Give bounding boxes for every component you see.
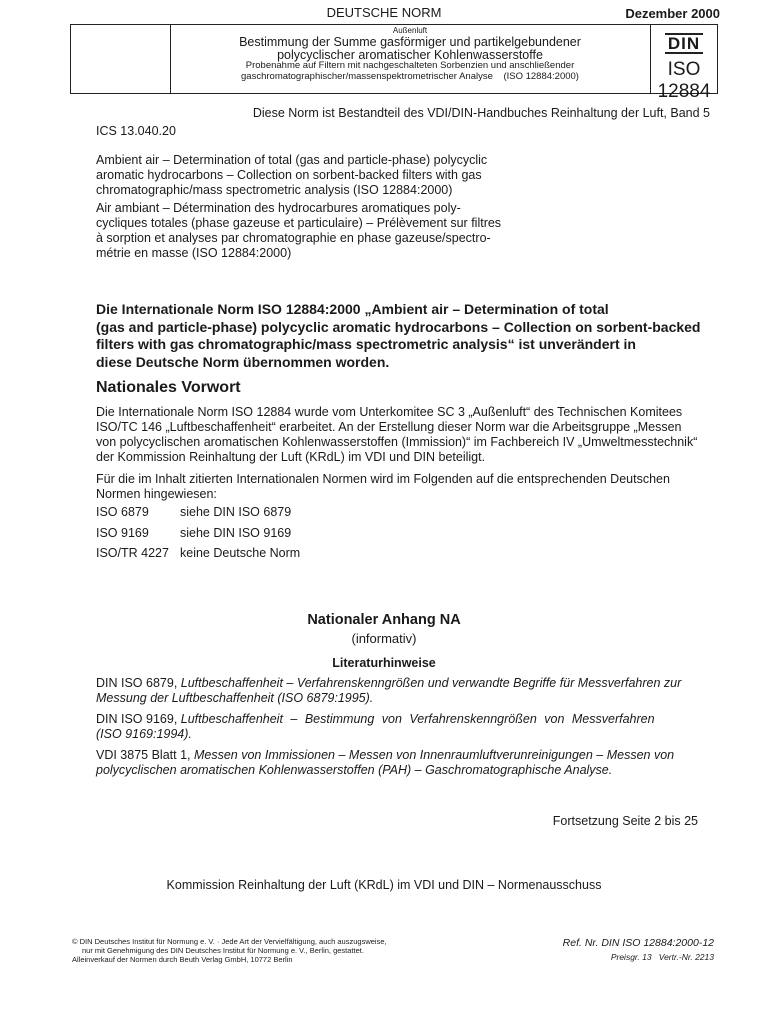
vorwort-p1-line-1: Die Internationale Norm ISO 12884 wurde vom Unterkomitee SC 3 „Außenluft“ des Technischen Komitees: [96, 405, 683, 419]
literature-title: Luftbeschaffenheit – Bestimmung von Verfahrenskenngrößen von Messverfahren: [180, 712, 655, 726]
handbook-note: Diese Norm ist Bestandteil des VDI/DIN-Handbuches Reinhaltung der Luft, Band 5: [252, 106, 710, 120]
title-english-line-3: chromatographic/mass spectrometric analysis (ISO 12884:2000): [96, 183, 453, 197]
ics-code: ICS 13.040.20: [96, 124, 176, 138]
copyright-line-2: nur mit Genehmigung des DIN Deutsches Institut für Normung e. V., Berlin, gestattet.: [82, 946, 364, 955]
title-french-line-3: à sorption et analyses par chromatographie en phase gazeuse/spectro-: [96, 231, 491, 245]
title-french-line-4: métrie en masse (ISO 12884:2000): [96, 246, 292, 260]
reference-din: siehe DIN ISO 6879: [180, 505, 292, 519]
reference-row: [96, 546, 300, 561]
standard-number: ISO 12884: [657, 59, 711, 102]
vorwort-heading: Nationales Vorwort: [96, 379, 241, 396]
reference-iso: ISO 6879: [96, 505, 149, 519]
intro-line-4: diese Deutsche Norm übernommen worden.: [96, 353, 390, 370]
vorwort-p1-line-2: ISO/TC 146 „Luftbeschaffenheit“ erarbeitet. An der Erstellung dieser Norm war die Arbeitsgruppe „Messen: [96, 420, 682, 434]
literature-ref-number: VDI 3875 Blatt 1,: [96, 748, 194, 762]
copyright-line-3: Alleinverkauf der Normen durch Beuth Verlag GmbH, 10772 Berlin: [72, 955, 293, 964]
literature-title: Messen von Immissionen – Messen von Innenraumluftverunreinigungen – Messen von: [193, 748, 675, 762]
title-box: [70, 24, 718, 102]
literature-entry: [96, 748, 706, 778]
intro-statement: [96, 301, 706, 371]
copyright-notice: [72, 937, 387, 964]
copyright-line-1: © DIN Deutsches Institut für Normung e. V. · Jede Art der Vervielfältigung, auch auszugsweise,: [72, 937, 387, 946]
subtitle-line-2: gaschromatographischer/massenspektrometrischer Analyse (ISO 12884:2000): [241, 70, 579, 82]
literature-heading: Literaturhinweise: [332, 656, 436, 670]
vorwort-p2-line-2: Normen hingewiesen:: [96, 487, 217, 501]
vorwort-p2-line-1: Für die im Inhalt zitierten Internationalen Normen wird im Folgenden auf die entsprechenden Deutschen: [96, 472, 670, 486]
literature-ref-number: DIN ISO 6879,: [96, 676, 181, 690]
literature-title-cont: Messung der Luftbeschaffenheit (ISO 6879:1995).: [96, 691, 374, 705]
title-english-line-2: aromatic hydrocarbons – Collection on sorbent-backed filters with gas: [96, 168, 482, 182]
subtitle-line-1: Probenahme auf Filtern mit nachgeschalteten Sorbenzien und anschließender: [245, 60, 575, 71]
reference-number: Ref. Nr. DIN ISO 12884:2000-12: [562, 937, 714, 949]
vorwort-paragraph-2: [96, 472, 706, 502]
literature-entry: [96, 676, 706, 706]
title-english-line-1: Ambient air – Determination of total (gas and particle-phase) polycyclic: [96, 153, 488, 167]
vorwort-paragraph-1: [96, 405, 706, 465]
reference-row: [96, 526, 291, 541]
reference-din: siehe DIN ISO 9169: [180, 526, 292, 540]
title-line-2: polycyclischer aromatischer Kohlenwasserstoffe: [277, 47, 543, 62]
reference-row: [96, 505, 291, 520]
title-french-line-1: Air ambiant – Détermination des hydrocarbures aromatiques poly-: [96, 201, 461, 215]
literature-entry: [96, 712, 706, 742]
standard-id-cell: [651, 25, 717, 102]
vorwort-p1-line-3: von polycyclischen aromatischen Kohlenwasserstoffen (Immission)“ im Fachbereich IV „Umweltmesstechnik“: [96, 435, 698, 449]
title-french: [96, 201, 526, 261]
price-info: [611, 952, 714, 962]
literature-ref-number: DIN ISO 9169,: [96, 712, 181, 726]
literature-title-cont: polycyclischen aromatischen Kohlenwasserstoffen (PAH) – Gaschromatographische Analyse.: [96, 763, 613, 777]
title-english: [96, 153, 526, 198]
vorwort-p1-line-4: der Kommission Reinhaltung der Luft (KRdL) im VDI und DIN beteiligt.: [96, 450, 486, 464]
reference-iso: ISO 9169: [96, 526, 149, 540]
title-box-left-cell: [71, 25, 171, 93]
intro-line-1: Die Internationale Norm ISO 12884:2000 „Ambient air – Determination of total: [96, 301, 609, 317]
intro-line-2: (gas and particle-phase) polycyclic aromatic hydrocarbons – Collection on sorbent-backed: [96, 318, 701, 335]
continuation-note: Fortsetzung Seite 2 bis 25: [552, 814, 698, 828]
price-group: Preisgr. 13: [610, 952, 652, 962]
title-french-line-2: cycliques totales (phase gazeuse et particulaire) – Prélèvement sur filtres: [96, 216, 502, 230]
din-logo: DIN: [665, 33, 703, 54]
literature-title-cont: (ISO 9169:1994).: [96, 727, 192, 741]
publication-date: Dezember 2000: [625, 6, 720, 21]
reference-iso: ISO/TR 4227: [96, 546, 169, 560]
vertr-number: Vertr.-Nr. 2213: [658, 952, 714, 962]
title-line-1: Bestimmung der Summe gasförmiger und partikelgebundener: [239, 35, 581, 49]
title-box-center: [170, 25, 651, 93]
category-label: Außenluft: [392, 26, 428, 35]
committee-line: Kommission Reinhaltung der Luft (KRdL) im VDI und DIN – Normenausschuss: [166, 878, 602, 892]
annex-informative: (informativ): [351, 631, 417, 646]
literature-title: Luftbeschaffenheit – Verfahrenskenngrößen und verwandte Begriffe für Messverfahren zur: [180, 676, 682, 690]
norm-label: DEUTSCHE NORM: [326, 5, 442, 20]
intro-line-3: filters with gas chromatographic/mass spectrometric analysis“ ist unverändert in: [96, 336, 636, 352]
annex-heading: Nationaler Anhang NA: [307, 612, 461, 628]
reference-din: keine Deutsche Norm: [180, 546, 301, 560]
